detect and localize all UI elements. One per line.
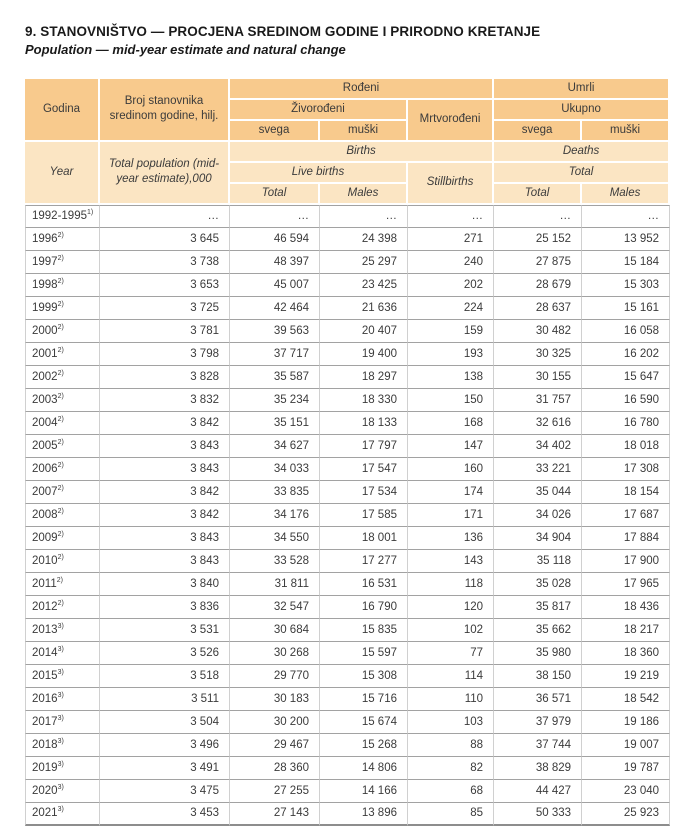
value-cell: 77 [408, 642, 494, 665]
year-cell: 2002$^{2)}$ [25, 366, 100, 389]
value-cell: 3 843 [100, 550, 230, 573]
value-cell: 35 118 [494, 550, 582, 573]
header-live-births: Live births [230, 163, 408, 184]
header-stillbirths: Stillbirths [408, 163, 494, 205]
value-cell: 16 202 [582, 343, 670, 366]
table-row [25, 366, 670, 389]
table-row [25, 619, 670, 642]
value-cell: 17 585 [320, 504, 408, 527]
value-cell: 27 143 [230, 803, 320, 826]
footnote-marker: 3) [57, 760, 64, 768]
value-cell: 18 154 [582, 481, 670, 504]
value-cell: 30 684 [230, 619, 320, 642]
value-cell: 17 534 [320, 481, 408, 504]
footnote-marker: 2) [57, 231, 64, 239]
value-cell: 17 884 [582, 527, 670, 550]
table-row [25, 550, 670, 573]
year-cell: 1999$^{2)}$ [25, 297, 100, 320]
value-cell: … [320, 205, 408, 228]
value-cell: 30 183 [230, 688, 320, 711]
value-cell: 16 531 [320, 573, 408, 596]
value-cell: 35 817 [494, 596, 582, 619]
value-cell: 17 277 [320, 550, 408, 573]
value-cell: 44 427 [494, 780, 582, 803]
table-row [25, 412, 670, 435]
year-cell: 2021$^{3)}$ [25, 803, 100, 826]
value-cell: 36 571 [494, 688, 582, 711]
value-cell: 29 770 [230, 665, 320, 688]
footnote-marker: 3) [57, 622, 64, 630]
value-cell: 3 836 [100, 596, 230, 619]
year-cell: 2000$^{2)}$ [25, 320, 100, 343]
footnote-marker: 2) [57, 599, 64, 607]
header-deaths: Deaths [494, 142, 670, 163]
value-cell: 17 797 [320, 435, 408, 458]
value-cell: 18 542 [582, 688, 670, 711]
page-subtitle: Population — mid-year estimate and natural change [25, 42, 346, 57]
year-cell: 2003$^{2)}$ [25, 389, 100, 412]
value-cell: 24 398 [320, 228, 408, 251]
year-cell: 2005$^{2)}$ [25, 435, 100, 458]
value-cell: 3 828 [100, 366, 230, 389]
footnote-marker: 2) [57, 277, 64, 285]
footnote-marker: 3) [57, 806, 64, 814]
population-table [25, 79, 670, 826]
header-rodjeni: Rođeni [230, 79, 494, 100]
value-cell: 15 308 [320, 665, 408, 688]
value-cell: 46 594 [230, 228, 320, 251]
value-cell: 35 980 [494, 642, 582, 665]
value-cell: 27 255 [230, 780, 320, 803]
value-cell: 16 590 [582, 389, 670, 412]
value-cell: 17 308 [582, 458, 670, 481]
value-cell: 171 [408, 504, 494, 527]
table-body [25, 205, 670, 826]
value-cell: 18 133 [320, 412, 408, 435]
value-cell: 88 [408, 734, 494, 757]
footnote-marker: 2) [57, 507, 64, 515]
value-cell: 25 297 [320, 251, 408, 274]
value-cell: 15 184 [582, 251, 670, 274]
value-cell: … [408, 205, 494, 228]
value-cell: 17 687 [582, 504, 670, 527]
footnote-marker: 2) [57, 530, 64, 538]
value-cell: 174 [408, 481, 494, 504]
table-row [25, 504, 670, 527]
table-row [25, 297, 670, 320]
value-cell: 3 832 [100, 389, 230, 412]
year-cell: 2016$^{3)}$ [25, 688, 100, 711]
value-cell: 160 [408, 458, 494, 481]
header-zivorodjeni-svega: svega [230, 121, 320, 142]
footnote-marker: 2) [57, 346, 64, 354]
value-cell: 23 040 [582, 780, 670, 803]
year-cell: 1998$^{2)}$ [25, 274, 100, 297]
value-cell: 18 330 [320, 389, 408, 412]
value-cell: 16 780 [582, 412, 670, 435]
value-cell: 3 491 [100, 757, 230, 780]
value-cell: 82 [408, 757, 494, 780]
value-cell: 202 [408, 274, 494, 297]
value-cell: 37 979 [494, 711, 582, 734]
value-cell: 19 400 [320, 343, 408, 366]
year-cell: 2007$^{2)}$ [25, 481, 100, 504]
value-cell: 39 563 [230, 320, 320, 343]
footnote-marker: 2) [56, 576, 63, 584]
value-cell: 28 679 [494, 274, 582, 297]
value-cell: 34 176 [230, 504, 320, 527]
header-umrli-muski: muški [582, 121, 670, 142]
footnote-marker: 2) [57, 392, 64, 400]
year-cell: 2011$^{2)}$ [25, 573, 100, 596]
value-cell: 38 829 [494, 757, 582, 780]
value-cell: 38 150 [494, 665, 582, 688]
table-row [25, 343, 670, 366]
value-cell: 23 425 [320, 274, 408, 297]
table-row [25, 665, 670, 688]
year-cell: 1997$^{2)}$ [25, 251, 100, 274]
year-cell: 2004$^{2)}$ [25, 412, 100, 435]
table-row [25, 757, 670, 780]
table-header [25, 79, 670, 205]
table-row [25, 481, 670, 504]
year-cell: 2014$^{3)}$ [25, 642, 100, 665]
value-cell: 19 787 [582, 757, 670, 780]
value-cell: 3 653 [100, 274, 230, 297]
value-cell: 42 464 [230, 297, 320, 320]
value-cell: 143 [408, 550, 494, 573]
value-cell: 3 843 [100, 435, 230, 458]
footnote-marker: 3) [57, 737, 64, 745]
header-umrli-svega: svega [494, 121, 582, 142]
year-cell: 2010$^{2)}$ [25, 550, 100, 573]
header-live-births-males: Males [320, 184, 408, 205]
value-cell: 102 [408, 619, 494, 642]
value-cell: 3 511 [100, 688, 230, 711]
value-cell: 35 662 [494, 619, 582, 642]
footnote-marker: 3) [57, 714, 64, 722]
table-row [25, 711, 670, 734]
value-cell: 15 597 [320, 642, 408, 665]
table-row [25, 228, 670, 251]
value-cell: 271 [408, 228, 494, 251]
value-cell: 50 333 [494, 803, 582, 826]
table-row [25, 573, 670, 596]
value-cell: 13 896 [320, 803, 408, 826]
footnote-marker: 2) [57, 254, 64, 262]
table-row [25, 274, 670, 297]
table-row [25, 527, 670, 550]
year-cell: 2018$^{3)}$ [25, 734, 100, 757]
header-births: Births [230, 142, 494, 163]
footnote-marker: 2) [57, 323, 64, 331]
value-cell: 29 467 [230, 734, 320, 757]
value-cell: 3 518 [100, 665, 230, 688]
value-cell: 28 360 [230, 757, 320, 780]
value-cell: 168 [408, 412, 494, 435]
footnote-marker: 2) [57, 300, 64, 308]
table-row [25, 734, 670, 757]
value-cell: 138 [408, 366, 494, 389]
value-cell: 35 234 [230, 389, 320, 412]
value-cell: 240 [408, 251, 494, 274]
value-cell: 34 402 [494, 435, 582, 458]
value-cell: 35 151 [230, 412, 320, 435]
value-cell: 33 835 [230, 481, 320, 504]
value-cell: 18 360 [582, 642, 670, 665]
value-cell: 18 018 [582, 435, 670, 458]
value-cell: 118 [408, 573, 494, 596]
value-cell: 17 547 [320, 458, 408, 481]
table-row [25, 688, 670, 711]
value-cell: 15 674 [320, 711, 408, 734]
value-cell: 114 [408, 665, 494, 688]
value-cell: 13 952 [582, 228, 670, 251]
value-cell: 16 058 [582, 320, 670, 343]
value-cell: … [230, 205, 320, 228]
header-deaths-total-group: Total [494, 163, 670, 184]
table-row [25, 642, 670, 665]
value-cell: 15 161 [582, 297, 670, 320]
value-cell: 14 166 [320, 780, 408, 803]
value-cell: 30 325 [494, 343, 582, 366]
value-cell: 30 482 [494, 320, 582, 343]
value-cell: 136 [408, 527, 494, 550]
header-ukupno: Ukupno [494, 100, 670, 121]
value-cell: 18 297 [320, 366, 408, 389]
table-row [25, 780, 670, 803]
value-cell: 35 587 [230, 366, 320, 389]
value-cell: 15 268 [320, 734, 408, 757]
footnote-marker: 3) [57, 668, 64, 676]
value-cell: 30 268 [230, 642, 320, 665]
value-cell: 3 453 [100, 803, 230, 826]
value-cell: 25 923 [582, 803, 670, 826]
value-cell: 3 842 [100, 412, 230, 435]
value-cell: 3 843 [100, 527, 230, 550]
value-cell: … [100, 205, 230, 228]
value-cell: 35 044 [494, 481, 582, 504]
value-cell: 21 636 [320, 297, 408, 320]
value-cell: 37 744 [494, 734, 582, 757]
table-row [25, 251, 670, 274]
value-cell: 19 186 [582, 711, 670, 734]
year-cell: 2020$^{3)}$ [25, 780, 100, 803]
header-zivorodjeni-muski: muški [320, 121, 408, 142]
value-cell: 3 840 [100, 573, 230, 596]
value-cell: 224 [408, 297, 494, 320]
footnote-marker: 2) [57, 484, 64, 492]
table-row [25, 458, 670, 481]
value-cell: 18 001 [320, 527, 408, 550]
value-cell: 3 842 [100, 481, 230, 504]
year-cell: 2001$^{2)}$ [25, 343, 100, 366]
value-cell: 34 904 [494, 527, 582, 550]
value-cell: 37 717 [230, 343, 320, 366]
value-cell: 34 550 [230, 527, 320, 550]
value-cell: 20 407 [320, 320, 408, 343]
value-cell: 30 155 [494, 366, 582, 389]
value-cell: 147 [408, 435, 494, 458]
value-cell: 3 842 [100, 504, 230, 527]
page-title: 9. STANOVNIŠTVO — PROCJENA SREDINOM GODINE I PRIRODNO KRETANJE [25, 24, 541, 39]
value-cell: 17 965 [582, 573, 670, 596]
value-cell: 32 547 [230, 596, 320, 619]
footnote-marker: 1) [87, 209, 94, 217]
value-cell: 30 200 [230, 711, 320, 734]
table-row [25, 435, 670, 458]
value-cell: 35 028 [494, 573, 582, 596]
value-cell: 33 221 [494, 458, 582, 481]
table-row [25, 596, 670, 619]
value-cell: 159 [408, 320, 494, 343]
value-cell: 3 781 [100, 320, 230, 343]
value-cell: 3 645 [100, 228, 230, 251]
table-row [25, 389, 670, 412]
value-cell: 15 647 [582, 366, 670, 389]
footnote-marker: 3) [57, 645, 64, 653]
value-cell: 34 026 [494, 504, 582, 527]
year-cell: 2012$^{2)}$ [25, 596, 100, 619]
header-deaths-total: Total [494, 184, 582, 205]
value-cell: 15 716 [320, 688, 408, 711]
value-cell: 25 152 [494, 228, 582, 251]
value-cell: 17 900 [582, 550, 670, 573]
value-cell: 48 397 [230, 251, 320, 274]
year-cell: 2017$^{3)}$ [25, 711, 100, 734]
value-cell: 110 [408, 688, 494, 711]
year-cell: 1996$^{2)}$ [25, 228, 100, 251]
header-broj-stanovnika: Broj stanovnika sredinom godine, hilj. [100, 79, 230, 142]
year-cell: 2006$^{2)}$ [25, 458, 100, 481]
value-cell: 19 219 [582, 665, 670, 688]
value-cell: 3 798 [100, 343, 230, 366]
header-umrli: Umrli [494, 79, 670, 100]
year-cell: 2015$^{3)}$ [25, 665, 100, 688]
value-cell: 68 [408, 780, 494, 803]
value-cell: 3 526 [100, 642, 230, 665]
footnote-marker: 2) [57, 369, 64, 377]
header-year: Year [25, 142, 100, 205]
value-cell: 19 007 [582, 734, 670, 757]
footnote-marker: 2) [57, 553, 64, 561]
footnote-marker: 2) [57, 461, 64, 469]
value-cell: 15 303 [582, 274, 670, 297]
table-row [25, 205, 670, 228]
value-cell: 193 [408, 343, 494, 366]
value-cell: … [582, 205, 670, 228]
value-cell: 18 436 [582, 596, 670, 619]
value-cell: 18 217 [582, 619, 670, 642]
value-cell: 31 757 [494, 389, 582, 412]
value-cell: 3 843 [100, 458, 230, 481]
year-cell: 1992-1995$^{1)}$ [25, 205, 100, 228]
value-cell: 120 [408, 596, 494, 619]
value-cell: 34 627 [230, 435, 320, 458]
header-live-births-total: Total [230, 184, 320, 205]
footnote-marker: 2) [57, 438, 64, 446]
header-deaths-males: Males [582, 184, 670, 205]
value-cell: 31 811 [230, 573, 320, 596]
value-cell: 32 616 [494, 412, 582, 435]
year-cell: 2013$^{3)}$ [25, 619, 100, 642]
year-cell: 2009$^{2)}$ [25, 527, 100, 550]
value-cell: 150 [408, 389, 494, 412]
footnote-marker: 3) [57, 783, 64, 791]
value-cell: 34 033 [230, 458, 320, 481]
table-row [25, 803, 670, 826]
value-cell: 85 [408, 803, 494, 826]
header-total-population: Total population (mid-year estimate),000 [100, 142, 230, 205]
value-cell: 3 496 [100, 734, 230, 757]
value-cell: 27 875 [494, 251, 582, 274]
footnote-marker: 3) [57, 691, 64, 699]
value-cell: 45 007 [230, 274, 320, 297]
year-cell: 2008$^{2)}$ [25, 504, 100, 527]
header-zivorodjeni: Živorođeni [230, 100, 408, 121]
value-cell: 33 528 [230, 550, 320, 573]
value-cell: 3 475 [100, 780, 230, 803]
value-cell: … [494, 205, 582, 228]
footnote-marker: 2) [57, 415, 64, 423]
header-godina: Godina [25, 79, 100, 142]
year-cell: 2019$^{3)}$ [25, 757, 100, 780]
value-cell: 3 531 [100, 619, 230, 642]
value-cell: 3 725 [100, 297, 230, 320]
value-cell: 103 [408, 711, 494, 734]
value-cell: 15 835 [320, 619, 408, 642]
value-cell: 28 637 [494, 297, 582, 320]
value-cell: 3 738 [100, 251, 230, 274]
value-cell: 14 806 [320, 757, 408, 780]
table-row [25, 320, 670, 343]
header-mrtvorodjeni: Mrtvorođeni [408, 100, 494, 142]
value-cell: 3 504 [100, 711, 230, 734]
value-cell: 16 790 [320, 596, 408, 619]
